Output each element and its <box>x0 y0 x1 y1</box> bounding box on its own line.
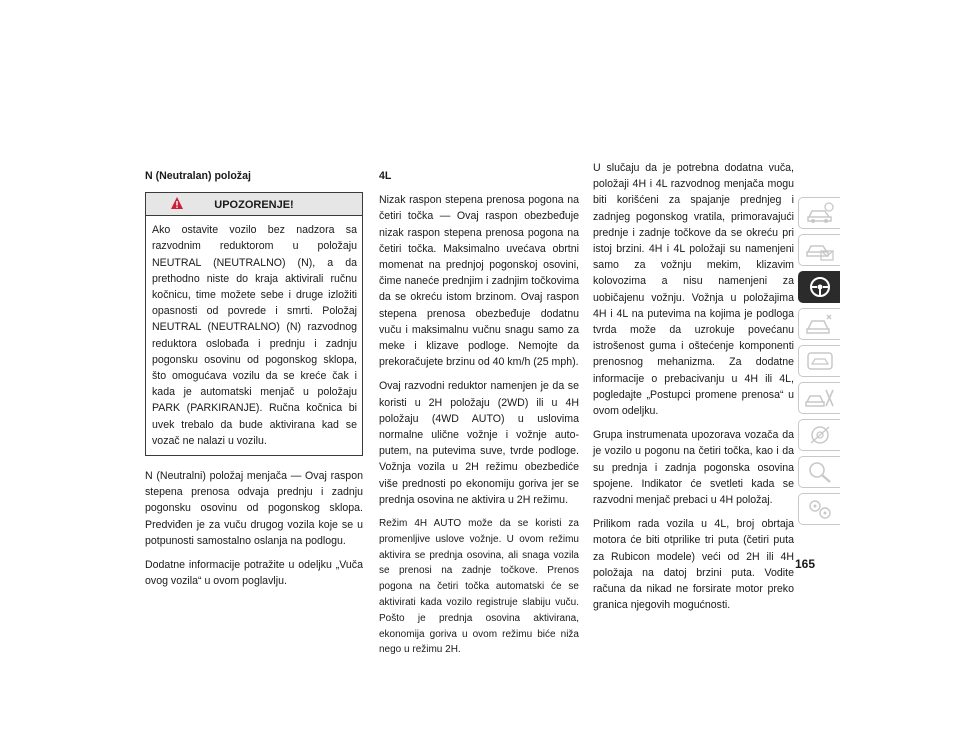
paragraph-neutral-description: N (Neutralni) položaj menjača — Ovaj raspon stepena prenosa odvaja prednju i zadnju pogonsku osovinu od pogonskog sklopa. Predviđen je za vuču drugog vozila koje se u potpunosti samostalno oslanja na podlogu. <box>145 470 363 547</box>
warning-title: UPOZORENJE! <box>214 199 294 212</box>
tab-languages[interactable] <box>798 493 840 525</box>
warning-box <box>145 192 363 456</box>
tab-dashboard-car[interactable] <box>798 345 840 377</box>
maintenance-gauge-icon <box>805 423 835 447</box>
steering-wheel-icon <box>805 275 835 299</box>
car-tools-icon <box>805 386 835 410</box>
car-crash-icon <box>805 312 835 336</box>
dashboard-car-icon <box>805 349 835 373</box>
warning-body <box>146 216 362 455</box>
paragraph-4l-description: Nizak raspon stepena prenosa pogona na četiri točka — Ovaj raspon obezbeđuje nizak raspon stepena prenosa pogona na četiri točka. Maksimalno uvećava obrtni momenat na prednjoj pogonskoj osovini, čime naneće prednjim i zadnjim točkovima da se okreću istom brzinom. Ovaj raspon stepena prenosa obezbeđuje dodatnu vuču i maksimalnu vučnu snagu samo za meke i klizave podloge. Nemojte da prekoračujete brzinu od 40 km/h (25 mph). <box>379 194 579 369</box>
car-mail-icon <box>805 238 835 262</box>
paragraph-4h-auto: Režim 4H AUTO može da se koristi za promenljive uslove vožnje. U ovom režimu aktivira se prednja osovina, ali snaga vozila se prenosi na zadnje točkove. Prenos pogona na četiri točka automatski će se aktivirati kada vozilo registruje slabiju vuču. Pošto je prednja osovina aktivirana, ekonomija goriva u ovom režimu biće niža nego u režimu 2H. <box>379 518 579 656</box>
paragraph-engine-rpm: Prilikom rada vozila u 4L, broj obrtaja motora će biti otprilike tri puta (četiri puta za Rubicon modele) veći od 2H ili 4H položaja na datoj brzini puta. Vodite računa da nikad ne forsirate motor preko granica njegovih mogućnosti. <box>593 518 794 612</box>
column-middle <box>379 168 579 666</box>
paragraph-2h-4h-usage: Ovaj razvodni reduktor namenjen je da se koristi u 2H položaju (2WD) ili u 4H položaju (4WD AUTO) u uslovima normalne ulične vožnje i vožnje auto-putem, na putevima suve, tvrde podloge. Vožnja vozila u 2H režimu obezbediće više prednosti po ekonomiju goriva jer se prednja osovina ne aktivira u 2H režimu. <box>379 380 579 506</box>
section-heading-4l: 4L <box>379 170 392 182</box>
warning-text: Ako ostavite vozilo bez nadzora sa razvodnim reduktorom u položaju NEUTRAL (NEUTRALNO) (N), a da prethodno niste do kraja aktivirali ručnu kočnicu, time možete sebe i druge izložiti opasnosti od povrede i smrti. Položaj NEUTRAL (NEUTRALNO) (N) razvodnog reduktora oslobađa i prednju i zadnju pogonsku osovinu od pogonskog sklopa, što omogućava vozilu da se kreće čak i kada je automatski menjač u položaju PARK (PARKIRANJE). Ručna kočnica bi uvek trebalo da bude aktivirana kad se vozač ne nalazi u vozilu. <box>152 224 357 447</box>
tab-index[interactable] <box>798 456 840 488</box>
magnifier-icon <box>805 460 835 484</box>
chapter-tabs <box>798 197 840 530</box>
tab-steering-wheel[interactable] <box>798 271 840 303</box>
paragraph-towing-reference: Dodatne informacije potražite u odeljku „Vuča ovog vozila“ u ovom poglavlju. <box>145 559 363 588</box>
section-heading-neutral: N (Neutralan) položaj <box>145 170 251 182</box>
tab-car-mail[interactable] <box>798 234 840 266</box>
warning-header <box>146 193 362 216</box>
tab-car-tools[interactable] <box>798 382 840 414</box>
car-info-icon <box>805 201 835 225</box>
tab-car-crash[interactable] <box>798 308 840 340</box>
language-gears-icon <box>805 497 835 521</box>
tab-maintenance[interactable] <box>798 419 840 451</box>
column-right <box>593 160 794 621</box>
column-left <box>145 168 363 597</box>
paragraph-extra-traction: U slučaju da je potrebna dodatna vuča, položaji 4H i 4L razvodnog menjača mogu biti korišćeni za spajanje prednjeg i zadnjeg pogonskog vratila, primoravajući prednje i zadnje točkove da se okreću pri istoj brzini. 4H i 4L položaji su namenjeni samo za vožnju mekim, klizavim kolovozima a nisu namenjeni za uobičajenu vožnju. Vožnja u položajima 4H i 4L na putevima na kojima je podloga tvrda može da uzrokuje povećanu istrošenost guma i oštećenje komponenti prenosnog mehanizma. Za dodatne informacije o prebacivanju u 4H ili 4L, pogledajte „Postupci promene prenosa“ u ovom odeljku. <box>593 162 794 418</box>
paragraph-instrument-cluster: Grupa instrumenata upozorava vozača da je vozilo u pogonu na četiri točka, kao i da su prednja i zadnja pogonska osovina spojene. Indikator će svetleti kada se razvodni menjač prebaci u 4H položaj. <box>593 429 794 507</box>
page-number: 165 <box>795 557 816 571</box>
tab-car-info[interactable] <box>798 197 840 229</box>
